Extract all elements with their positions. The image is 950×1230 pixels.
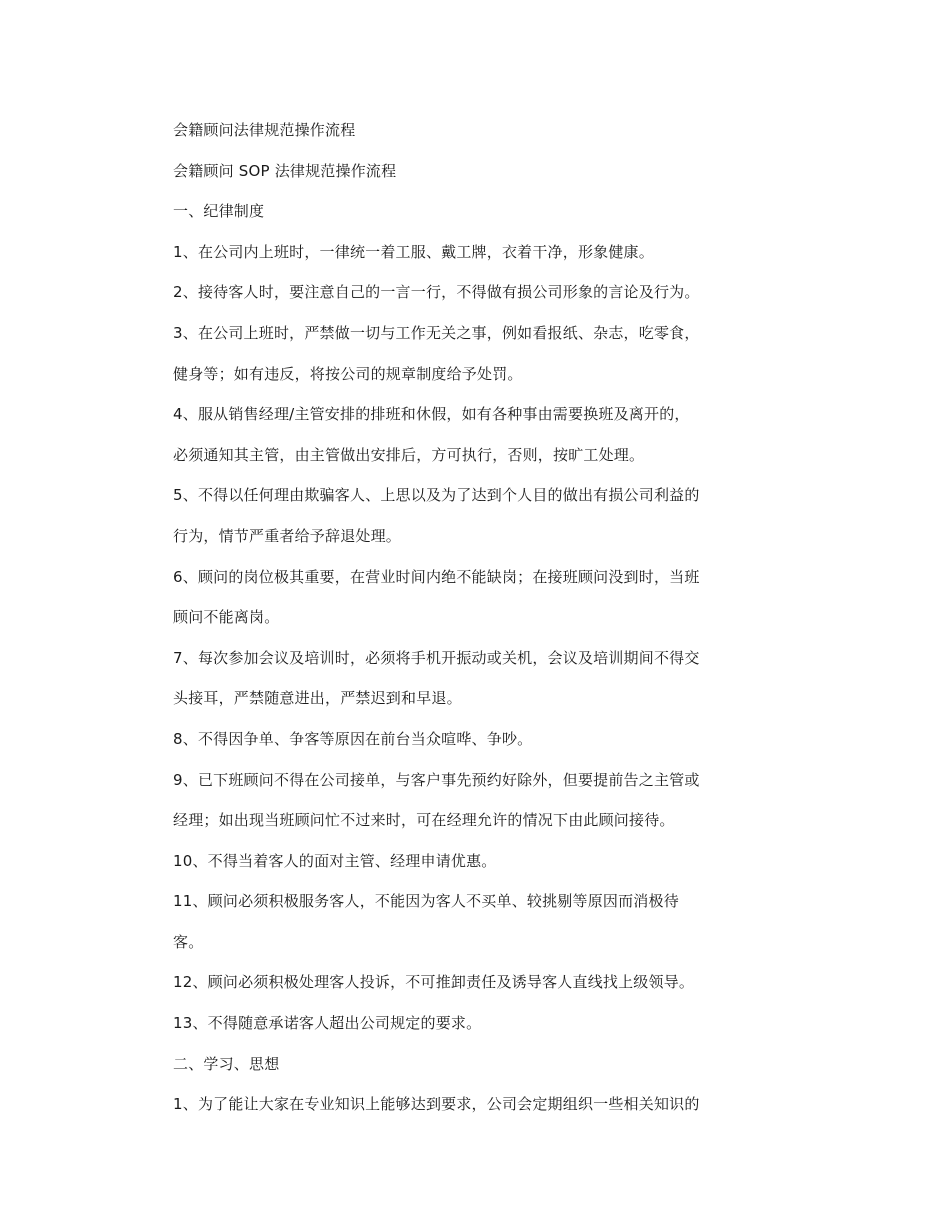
paragraph-line: 顾问不能离岗。 bbox=[173, 608, 280, 627]
paragraph-line: 5、不得以任何理由欺骗客人、上思以及为了达到个人目的做出有损公司利益的 bbox=[173, 486, 700, 505]
paragraph-line: 6、顾问的岗位极其重要，在营业时间内绝不能缺岗；在接班顾问没到时，当班 bbox=[173, 567, 700, 586]
paragraph-line: 1、为了能让大家在专业知识上能够达到要求，公司会定期组织一些相关知识的 bbox=[173, 1095, 700, 1114]
paragraph-line: 13、不得随意承诺客人超出公司规定的要求。 bbox=[173, 1014, 482, 1033]
paragraph-line: 8、不得因争单、争客等原因在前台当众喧哗、争吵。 bbox=[173, 729, 533, 748]
section-heading-discipline: 一、纪律制度 bbox=[173, 202, 265, 221]
paragraph-line: 3、在公司上班时，严禁做一切与工作无关之事，例如看报纸、杂志，吃零食， bbox=[173, 323, 700, 342]
paragraph-line: 9、已下班顾问不得在公司接单，与客户事先预约好除外，但要提前告之主管或 bbox=[173, 770, 700, 789]
section-heading-study: 二、学习、思想 bbox=[173, 1054, 280, 1073]
paragraph-line: 头接耳，严禁随意进出，严禁迟到和早退。 bbox=[173, 689, 462, 708]
paragraph-line: 1、在公司内上班时，一律统一着工服、戴工牌，衣着干净，形象健康。 bbox=[173, 242, 654, 261]
paragraph-line: 7、每次参加会议及培训时，必须将手机开振动或关机，会议及培训期间不得交 bbox=[173, 648, 700, 667]
paragraph-line: 必须通知其主管，由主管做出安排后，方可执行，否则，按旷工处理。 bbox=[173, 445, 645, 464]
paragraph-line: 11、顾问必须积极服务客人，不能因为客人不买单、较挑剔等原因而消极待 bbox=[173, 892, 679, 911]
paragraph-line: 客。 bbox=[173, 932, 204, 951]
document-subtitle: 会籍顾问 SOP 法律规范操作流程 bbox=[173, 161, 397, 180]
paragraph-line: 经理；如出现当班顾问忙不过来时，可在经理允许的情况下由此顾问接待。 bbox=[173, 811, 675, 830]
paragraph-line: 2、接待客人时，要注意自己的一言一行，不得做有损公司形象的言论及行为。 bbox=[173, 283, 700, 302]
paragraph-line: 行为，情节严重者给予辞退处理。 bbox=[173, 526, 402, 545]
paragraph-line: 10、不得当着客人的面对主管、经理申请优惠。 bbox=[173, 851, 497, 870]
paragraph-line: 健身等；如有违反，将按公司的规章制度给予处罚。 bbox=[173, 364, 523, 383]
document-body bbox=[173, 110, 773, 1125]
paragraph-line: 4、服从销售经理/主管安排的排班和休假，如有各种事由需要换班及离开的， bbox=[173, 405, 690, 424]
paragraph-line: 12、顾问必须积极处理客人投诉，不可推卸责任及诱导客人直线找上级领导。 bbox=[173, 973, 695, 992]
document-title: 会籍顾问法律规范操作流程 bbox=[173, 121, 356, 139]
